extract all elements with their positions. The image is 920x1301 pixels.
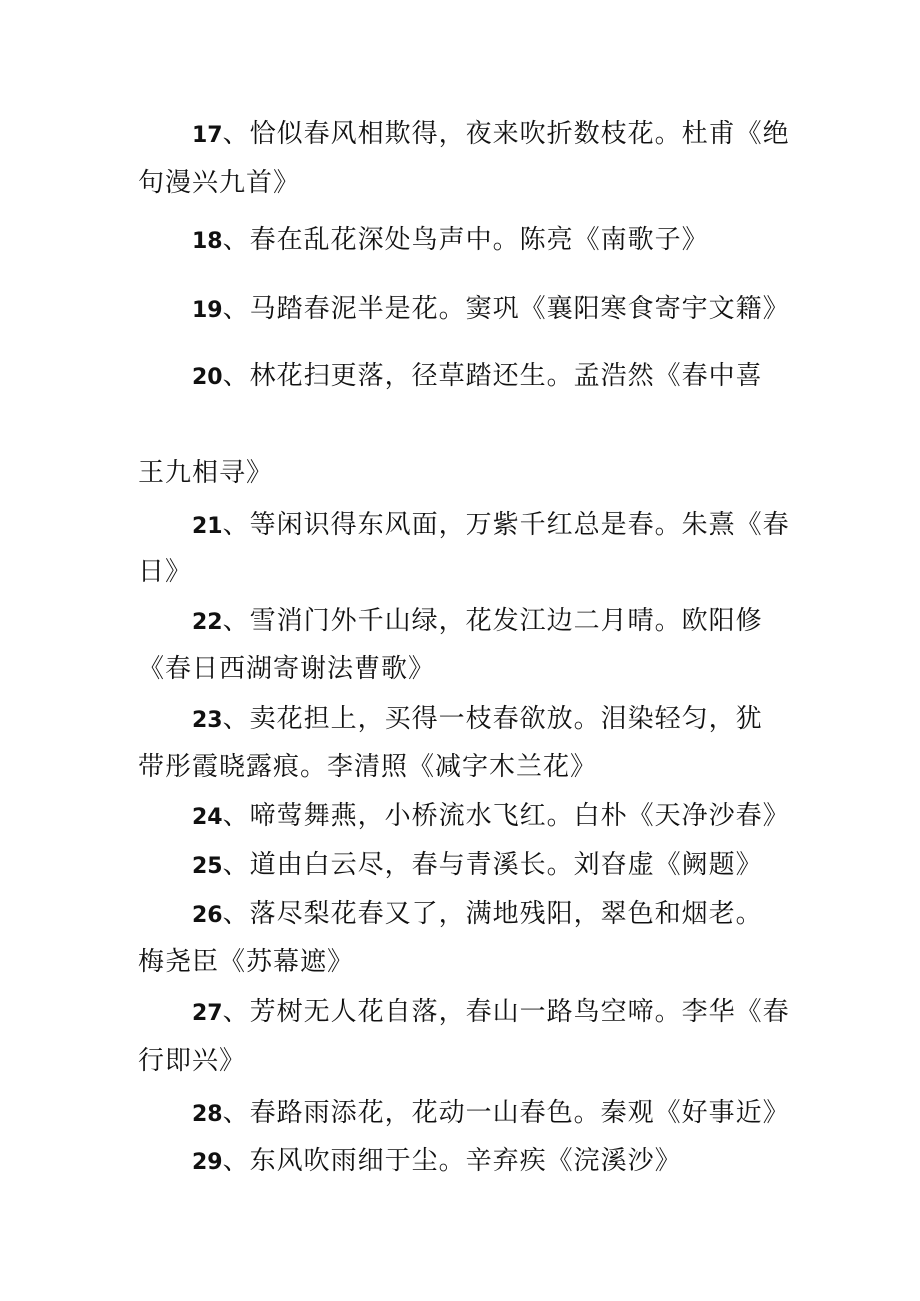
item-text: 、马踏春泥半是花。窦巩《襄阳寒食寄宇文籍》 [222,294,790,324]
item-number: 21 [192,514,223,539]
poem-item-20-line1 [192,358,763,396]
item-number: 29 [192,1150,223,1175]
item-number: 26 [192,903,223,928]
item-text: 、芳树无人花自落，春山一路鸟空啼。李华《春 [222,997,790,1027]
item-number: 20 [192,365,223,390]
poem-item-27-line2: 行即兴》 [138,1046,247,1076]
item-number: 25 [192,854,223,879]
item-text: 、春在乱花深处鸟声中。陈亮《南歌子》 [222,225,709,255]
poem-item-22-line1 [192,603,763,641]
poem-item-23-line2: 带彤霞晓露痕。李清照《减字木兰花》 [138,752,598,782]
item-text: 、雪消门外千山绿，花发江边二月晴。欧阳修 [222,606,763,636]
item-text: 、恰似春风相欺得，夜来吹折数枝花。杜甫《绝 [222,119,790,149]
item-text: 、东风吹雨细于尘。辛弃疾《浣溪沙》 [222,1146,682,1176]
item-text: 、林花扫更落，径草踏还生。孟浩然《春中喜 [222,361,763,391]
item-number: 22 [192,610,223,635]
poem-item-25-line1 [192,847,763,885]
poem-item-27-line1 [192,994,790,1032]
item-text: 、等闲识得东风面，万紫千红总是春。朱熹《春 [222,510,790,540]
item-number: 19 [192,298,223,323]
poem-item-24-line1 [192,798,790,836]
poem-item-26-line2: 梅尧臣《苏幕遮》 [138,947,355,977]
poem-item-18-line1 [192,222,709,260]
poem-item-23-line1 [192,701,763,739]
item-number: 23 [192,708,223,733]
item-text: 、落尽梨花春又了，满地残阳，翠色和烟老。 [222,899,763,929]
item-number: 28 [192,1102,223,1127]
poem-item-17-line2: 句漫兴九首》 [138,168,301,198]
poem-item-21-line1 [192,507,790,545]
item-text: 、啼莺舞燕，小桥流水飞红。白朴《天净沙春》 [222,801,790,831]
poem-item-22-line2: 《春日西湖寄谢法曹歌》 [138,654,436,684]
poem-item-17-line1 [192,116,790,154]
item-number: 17 [192,123,223,148]
item-text: 、春路雨添花，花动一山春色。秦观《好事近》 [222,1098,790,1128]
item-number: 27 [192,1001,223,1026]
poem-item-29-line1 [192,1143,682,1181]
item-text: 、卖花担上，买得一枝春欲放。泪染轻匀，犹 [222,704,763,734]
poem-item-26-line1 [192,896,763,934]
poem-item-28-line1 [192,1095,790,1133]
poem-item-21-line2: 日》 [138,557,193,587]
item-text: 、道由白云尽，春与青溪长。刘昚虚《阙题》 [222,850,763,880]
item-number: 24 [192,805,223,830]
poem-item-20-line2: 王九相寻》 [138,458,274,488]
poem-item-19-line1 [192,291,790,329]
item-number: 18 [192,229,223,254]
